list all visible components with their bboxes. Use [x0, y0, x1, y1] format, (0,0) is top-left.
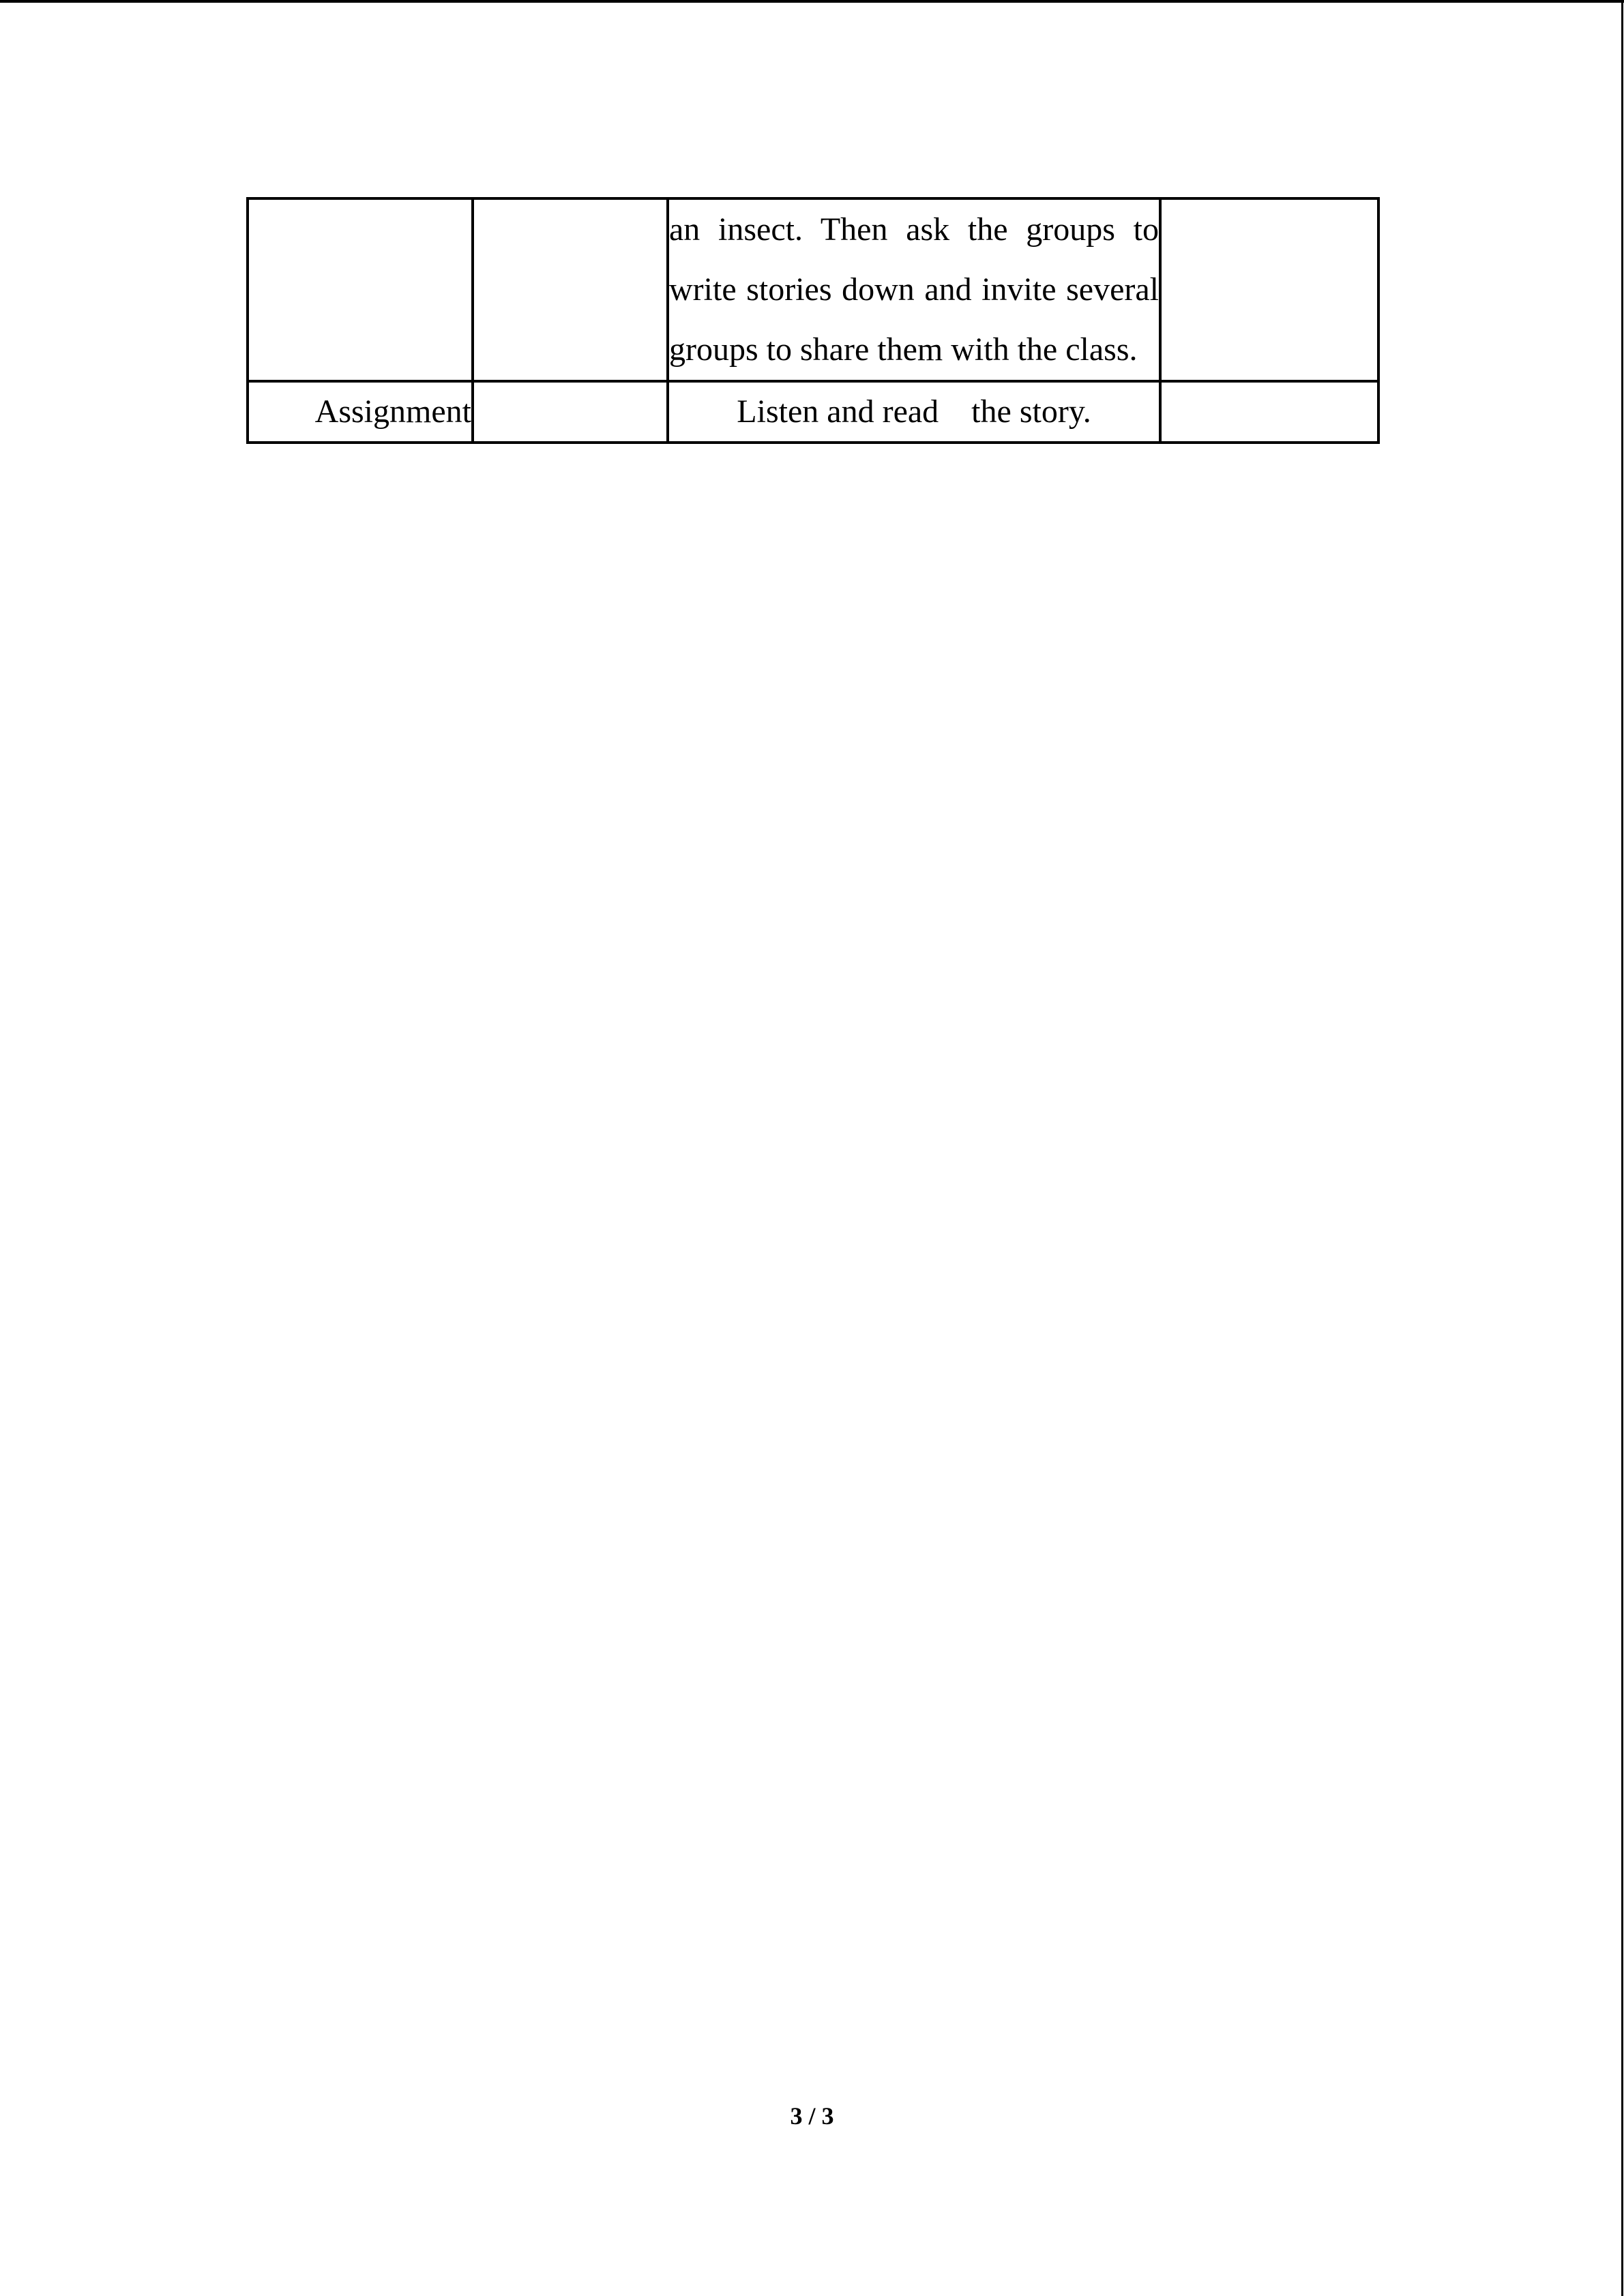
procedure-cell — [668, 198, 1160, 381]
page-right-border — [1621, 0, 1623, 2296]
activity-cell — [473, 381, 668, 443]
lesson-plan-table — [246, 197, 1380, 444]
purpose-cell — [1160, 381, 1378, 443]
table-row — [248, 198, 1378, 381]
page-number: 3 / 3 — [790, 2102, 834, 2130]
activity-cell — [473, 198, 668, 381]
page-top-border — [0, 0, 1624, 3]
purpose-cell — [1160, 198, 1378, 381]
stage-cell — [248, 381, 473, 443]
stage-cell — [248, 198, 473, 381]
procedure-cell — [668, 381, 1160, 443]
assignment-text: Listen and read the story. — [737, 393, 1091, 430]
table-row — [248, 381, 1378, 443]
stage-label: Assignment — [314, 393, 471, 430]
procedure-text: an insect. Then ask the groups to write stories down and invite several groups to share them with the class. — [669, 211, 1159, 368]
